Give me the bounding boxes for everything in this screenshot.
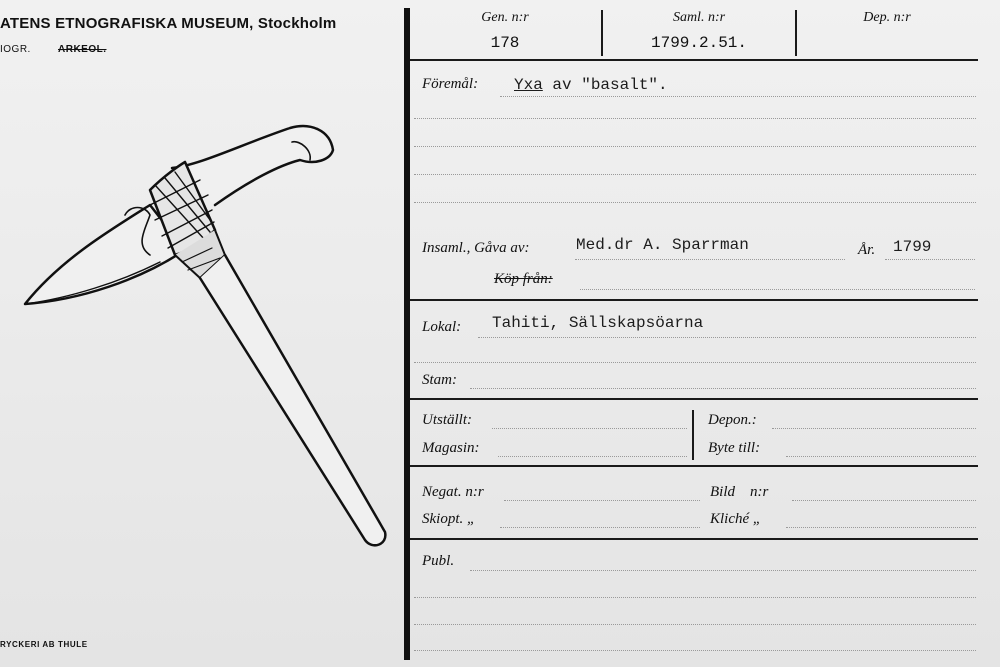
ruled-line	[498, 456, 687, 457]
ruled-line	[414, 146, 976, 147]
ruled-line	[786, 527, 976, 528]
insaml-value: Med.dr A. Sparrman	[576, 236, 749, 254]
ruled-line	[478, 337, 976, 338]
ruled-line	[414, 118, 976, 119]
kliche-label: Kliché „	[710, 511, 762, 527]
section-rule	[410, 465, 978, 467]
byte-label: Byte till:	[708, 440, 761, 456]
ruled-line	[500, 527, 700, 528]
utstallt-label: Utställt:	[422, 412, 473, 428]
section-rule	[410, 398, 978, 400]
section-rule	[410, 538, 978, 540]
lokal-value: Tahiti, Sällskapsöarna	[492, 314, 704, 332]
magasin-label: Magasin:	[422, 440, 480, 456]
dep-label: Dep. n:r	[863, 10, 911, 25]
ruled-line	[885, 259, 975, 260]
foremal-value	[514, 76, 668, 94]
ruled-line	[492, 428, 687, 429]
lokal-label: Lokal:	[422, 319, 462, 335]
foremal-label: Föremål:	[422, 76, 479, 92]
ruled-line	[414, 202, 976, 203]
ruled-line	[792, 500, 976, 501]
ruled-line	[580, 289, 975, 290]
ruled-line	[414, 597, 976, 598]
ruled-line	[786, 456, 976, 457]
saml-value: 1799.2.51.	[650, 34, 747, 52]
ruled-line	[414, 650, 976, 651]
ruled-line	[414, 624, 976, 625]
ruled-line	[772, 428, 976, 429]
kop-label: Köp från:	[494, 271, 553, 287]
foremal-value-main: Yxa	[514, 76, 543, 94]
depon-label: Depon.:	[708, 412, 757, 428]
skiopt-label: Skiopt. „	[422, 511, 476, 527]
department-struck-label: ARKEOL.	[58, 44, 107, 55]
ar-value: 1799	[893, 238, 932, 256]
ar-label: År.	[858, 242, 876, 258]
gen-value: 178	[490, 34, 520, 52]
stam-label: Stam:	[422, 372, 457, 388]
publ-label: Publ.	[422, 553, 455, 569]
adze-drawing-icon	[0, 110, 400, 560]
ruled-line	[500, 96, 976, 97]
ruled-line	[575, 259, 845, 260]
department-label: IOGR.	[0, 44, 31, 55]
ruled-line	[470, 388, 976, 389]
insaml-label: Insaml., Gåva av:	[422, 240, 530, 256]
gen-label: Gen. n:r	[481, 10, 529, 25]
saml-label: Saml. n:r	[672, 10, 726, 25]
section-rule	[410, 59, 978, 61]
foremal-value-rest: av "basalt".	[542, 76, 668, 94]
ruled-line	[504, 500, 700, 501]
card-divider	[404, 8, 410, 660]
ruled-line	[414, 174, 976, 175]
column-separator	[692, 410, 694, 460]
negat-label: Negat. n:r	[422, 484, 484, 500]
ruled-line	[470, 570, 976, 571]
ruled-line	[414, 362, 976, 363]
museum-title: ATENS ETNOGRAFISKA MUSEUM, Stockholm	[0, 15, 337, 32]
section-rule	[410, 299, 978, 301]
printer-footer: RYCKERI AB THULE	[0, 640, 88, 649]
bild-label: Bild n:r	[710, 484, 769, 500]
